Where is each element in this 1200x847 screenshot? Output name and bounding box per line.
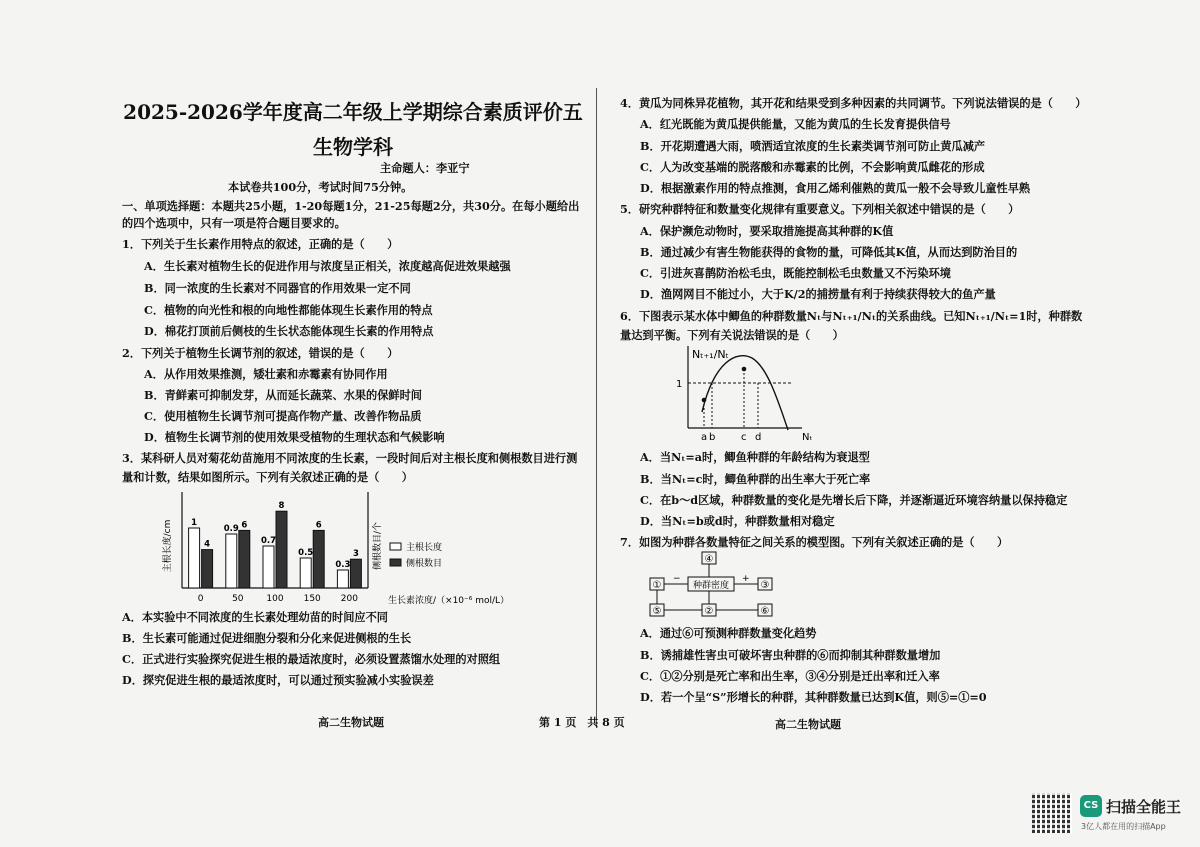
q3-stem-line-1: 3．某科研人员对菊花幼苗施用不同浓度的生长素，一段时间后对主根长度和侧根数目进行测 bbox=[122, 451, 578, 465]
label-main-root-0: 1 bbox=[191, 518, 198, 528]
q6-tick-d: d bbox=[755, 432, 762, 443]
chart-xlabel: 生长素浓度/（×10⁻⁶ mol/L） bbox=[388, 596, 510, 606]
qr-code-pattern bbox=[1032, 793, 1072, 833]
section-heading-line-1: 一、单项选择题：本题共25小题，1-20每题1分，21-25每题2分，共30分。在每小题给出 bbox=[122, 199, 580, 213]
q6-one-label: 1 bbox=[676, 379, 683, 390]
section-heading-line-2: 的四个选项中，只有一项是符合题目要求的。 bbox=[122, 216, 346, 230]
subject-title: 生物学科 bbox=[313, 135, 393, 159]
bar-main-root-50 bbox=[226, 534, 237, 588]
label-lateral-root-200: 3 bbox=[352, 549, 359, 560]
tick-label-200: 200 bbox=[340, 594, 358, 604]
tick-label-50: 50 bbox=[232, 594, 244, 604]
exam-title: 2025-2026学年度高二年级上学期综合素质评价五 bbox=[123, 100, 583, 124]
footer-right: 高二生物试题 bbox=[775, 718, 841, 731]
chart-legend bbox=[390, 541, 442, 569]
q7-label-center: 种群密度 bbox=[692, 581, 730, 591]
q6-tick-c: c bbox=[741, 432, 747, 443]
q1-option-c: C．植物的向光性和根的向地性都能体现生长素作用的特点 bbox=[144, 303, 433, 317]
footer-left: 高二生物试题 bbox=[318, 716, 384, 729]
q7-label-6: ⑥ bbox=[760, 606, 770, 617]
label-main-root-100: 0.7 bbox=[260, 536, 277, 546]
q6-xlabel: Nₜ bbox=[802, 432, 813, 443]
q1-stem: 1．下列关于生长素作用特点的叙述，正确的是（ ） bbox=[122, 237, 399, 251]
q2-option-d: D．植物生长调节剂的使用效果受植物的生理状态和气候影响 bbox=[144, 430, 445, 444]
camscanner-logo-icon: CS bbox=[1080, 795, 1102, 817]
tick-label-0: 0 bbox=[197, 594, 204, 604]
q4-option-d: D．根据激素作用的特点推测，食用乙烯利催熟的黄瓜一般不会导致儿童性早熟 bbox=[640, 181, 1031, 195]
q7-label-4: ④ bbox=[704, 554, 714, 565]
q5-stem: 5．研究种群特征和数量变化规律有重要意义。下列相关叙述中错误的是（ ） bbox=[620, 202, 1020, 216]
q6-option-a: A．当Nₜ=a时，鲫鱼种群的年龄结构为衰退型 bbox=[640, 450, 870, 464]
bar-lateral-root-100 bbox=[276, 511, 287, 588]
q6-option-b: B．当Nₜ=c时，鲫鱼种群的出生率大于死亡率 bbox=[640, 472, 871, 486]
q6-option-c: C．在b～d区域，种群数量的变化是先增长后下降，并逐渐逼近环境容纳量以保持稳定 bbox=[640, 493, 1068, 507]
q3-option-a: A．本实验中不同浓度的生长素处理幼苗的时间应不同 bbox=[122, 610, 388, 624]
bar-lateral-root-150 bbox=[313, 530, 324, 588]
q7-label-1: ① bbox=[652, 580, 662, 591]
q6-tick-b: b bbox=[709, 432, 716, 443]
q6-option-d: D．当Nₜ=b或d时，种群数量相对稳定 bbox=[640, 514, 835, 528]
q7-minus-sign: − bbox=[673, 574, 681, 584]
label-lateral-root-100: 8 bbox=[278, 501, 285, 512]
label-main-root-50: 0.9 bbox=[223, 524, 239, 534]
bar-main-root-0 bbox=[189, 528, 200, 588]
q2-option-c: C．使用植物生长调节剂可提高作物产量、改善作物品质 bbox=[144, 409, 422, 423]
q3-option-b: B．生长素可能通过促进细胞分裂和分化来促进侧根的生长 bbox=[122, 631, 412, 645]
q1-option-a: A．生长素对植物生长的促进作用与浓度呈正相关，浓度越高促进效果越强 bbox=[144, 259, 511, 273]
q7-option-b: B．诱捕雄性害虫可破坏害虫种群的⑥而抑制其种群数量增加 bbox=[640, 648, 941, 662]
chart-ylabel-right: 侧根数目/个 bbox=[373, 521, 383, 571]
q5-option-c: C．引进灰喜鹊防治松毛虫，既能控制松毛虫数量又不污染环境 bbox=[640, 266, 951, 280]
q6-stem-line-1: 6．下图表示某水体中鲫鱼的种群数量Nₜ与Nₜ₊₁/Nₜ的关系曲线。已知Nₜ₊₁/Nₜ=1时，种群数 bbox=[620, 309, 1083, 323]
legend-swatch-main-root bbox=[390, 543, 401, 550]
camscanner-name: 扫描全能王 bbox=[1106, 798, 1182, 816]
bar-lateral-root-50 bbox=[239, 530, 250, 588]
q6-ylabel: Nₜ₊₁/Nₜ bbox=[692, 348, 729, 361]
q4-option-a: A．红光既能为黄瓜提供能量，又能为黄瓜的生长发育提供信号 bbox=[640, 117, 951, 131]
bar-main-root-150 bbox=[300, 558, 311, 588]
tick-label-150: 150 bbox=[303, 594, 321, 604]
legend-swatch-lateral-root bbox=[390, 559, 401, 566]
tick-label-100: 100 bbox=[266, 594, 284, 604]
bar-main-root-200 bbox=[337, 570, 348, 588]
q4-option-c: C．人为改变基端的脱落酸和赤霉素的比例，不会影响黄瓜雌花的形成 bbox=[640, 160, 985, 174]
q6-tick-a: a bbox=[701, 432, 708, 443]
q2-option-b: B．青鲜素可抑制发芽，从而延长蔬菜、水果的保鲜时间 bbox=[144, 388, 422, 402]
q3-option-d: D．探究促进生根的最适浓度时，可以通过预实验减小实验误差 bbox=[122, 673, 434, 687]
q7-label-3: ③ bbox=[760, 580, 770, 591]
author-line: 主命题人：李亚宁 bbox=[380, 161, 470, 175]
bar-main-root-100 bbox=[263, 546, 274, 588]
bar-lateral-root-200 bbox=[350, 559, 361, 588]
q1-option-d: D．棉花打顶前后侧枝的生长状态能体现生长素的作用特点 bbox=[144, 324, 434, 338]
label-lateral-root-0: 4 bbox=[204, 539, 211, 550]
legend-label-main-root: 主根长度 bbox=[406, 543, 443, 553]
exam-info: 本试卷共100分，考试时间75分钟。 bbox=[228, 180, 413, 194]
camscanner-tagline: 3亿人都在用的扫描App bbox=[1081, 822, 1166, 831]
q6-stem-line-2: 量达到平衡。下列有关说法错误的是（ ） bbox=[620, 328, 844, 342]
bar-lateral-root-0 bbox=[202, 550, 213, 588]
q3-option-c: C．正式进行实验探究促进生根的最适浓度时，必须设置蒸馏水处理的对照组 bbox=[122, 652, 501, 666]
legend-label-lateral-root: 侧根数目 bbox=[406, 559, 443, 569]
q5-option-a: A．保护濒危动物时，要采取措施提高其种群的K值 bbox=[640, 224, 894, 238]
label-main-root-150: 0.5 bbox=[298, 548, 314, 558]
label-lateral-root-50: 6 bbox=[241, 520, 248, 531]
column-divider bbox=[596, 88, 597, 728]
q7-stem: 7．如图为种群各数量特征之间关系的模型图。下列有关叙述正确的是（ ） bbox=[620, 535, 1009, 549]
q4-option-b: B．开花期遭遇大雨，喷洒适宜浓度的生长素类调节剂可防止黄瓜减产 bbox=[640, 139, 986, 153]
label-main-root-200: 0.3 bbox=[335, 560, 351, 570]
q7-option-a: A．通过⑥可预测种群数量变化趋势 bbox=[640, 626, 817, 640]
q7-label-5: ⑤ bbox=[652, 606, 662, 617]
q3-stem-line-2: 量和计数，结果如图所示。下列有关叙述正确的是（ ） bbox=[122, 470, 413, 484]
footer-page: 第 1 页 共 8 页 bbox=[539, 716, 625, 729]
q6-curve bbox=[702, 356, 788, 430]
q5-option-b: B．通过减少有害生物能获得的食物的量，可降低其K值，从而达到防治目的 bbox=[640, 245, 1018, 259]
q7-model-diagram bbox=[646, 550, 776, 620]
q7-label-2: ② bbox=[704, 606, 714, 617]
chart-ylabel-left: 主根长度/cm bbox=[163, 519, 173, 573]
q2-stem: 2．下列关于植物生长调节剂的叙述，错误的是（ ） bbox=[122, 346, 399, 360]
q3-bar-chart bbox=[158, 484, 578, 606]
q5-option-d: D．渔网网目不能过小，大于K/2的捕捞量有利于持续获得较大的鱼产量 bbox=[640, 287, 996, 301]
q7-option-c: C．①②分别是死亡率和出生率，③④分别是迁出率和迁入率 bbox=[640, 669, 940, 683]
label-lateral-root-150: 6 bbox=[315, 520, 322, 531]
q6-curve-graph bbox=[674, 342, 834, 446]
q7-option-d: D．若一个呈“S”形增长的种群，其种群数量已达到K值，则⑤=①=0 bbox=[640, 690, 987, 704]
q2-option-a: A．从作用效果推测，矮壮素和赤霉素有协同作用 bbox=[144, 367, 388, 381]
q7-plus-sign: + bbox=[742, 574, 750, 584]
q4-stem: 4．黄瓜为同株异花植物，其开花和结果受到多种因素的共同调节。下列说法错误的是（ ） bbox=[620, 96, 1087, 110]
q1-option-b: B．同一浓度的生长素对不同器官的作用效果一定不同 bbox=[144, 281, 411, 295]
